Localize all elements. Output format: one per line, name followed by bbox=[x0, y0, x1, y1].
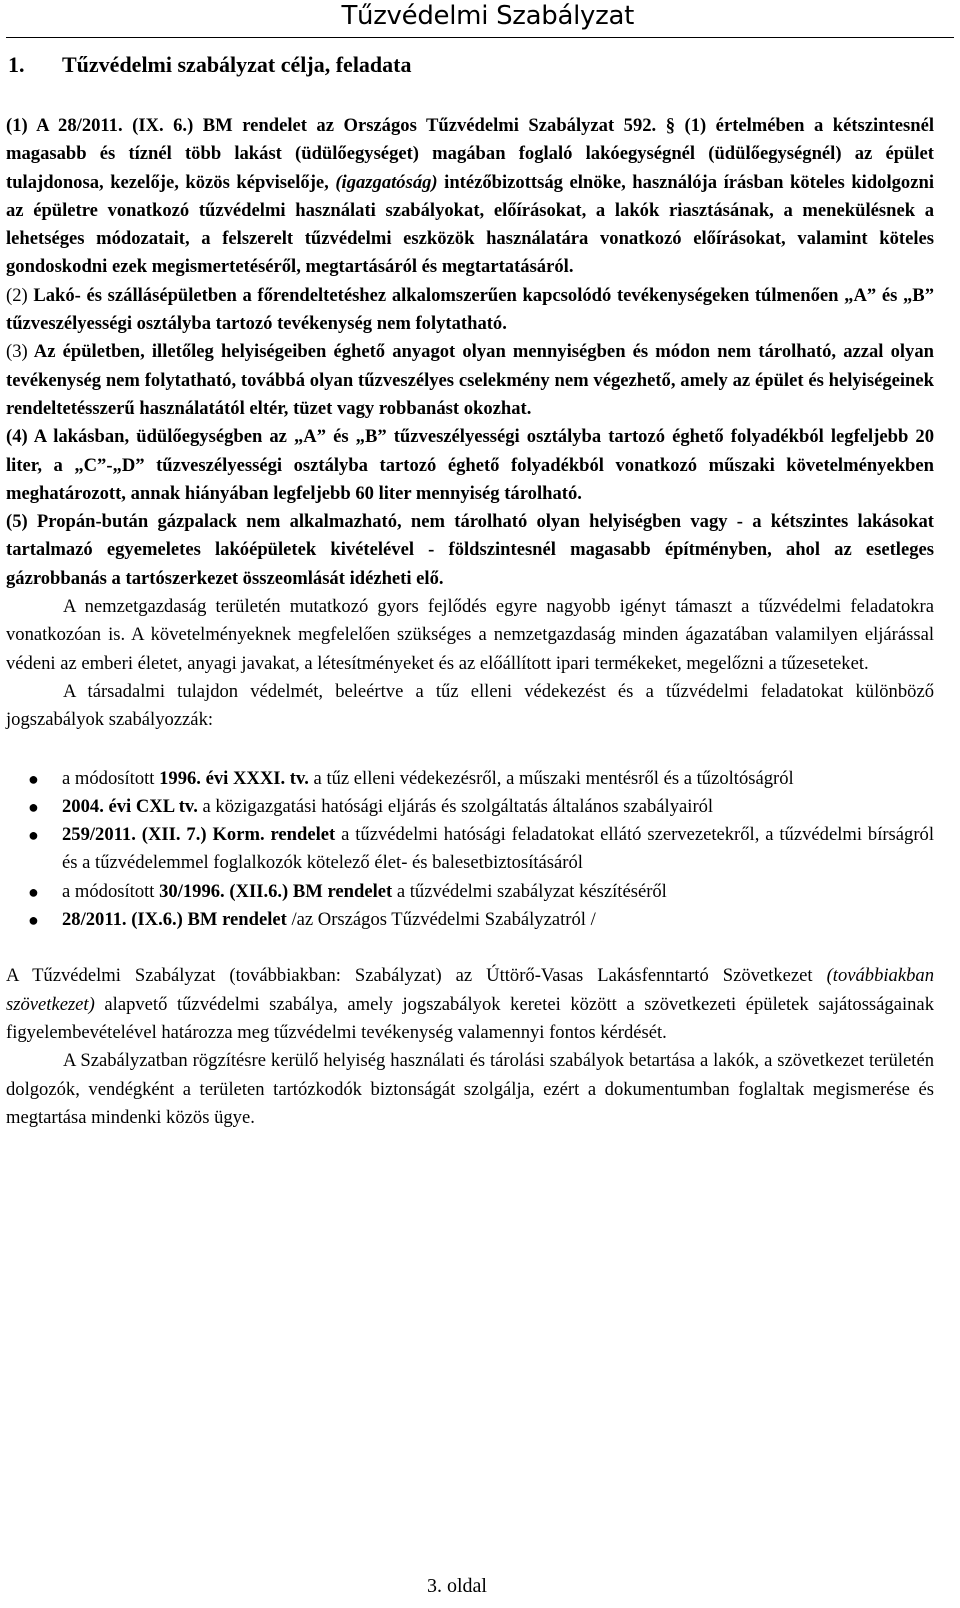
section-number: 1. bbox=[8, 52, 25, 77]
spacer bbox=[6, 934, 934, 962]
law-list bbox=[6, 765, 934, 935]
rule-paragraph-1: (1) A 28/2011. (IX. 6.) BM rendelet az Országos Tűzvédelmi Szabályzat 592. § (1) értelmében a kétszintesnél magasabb és tíznél több lakást (üdülőegységet) magában foglaló lakóegységnél (üdülőegységnél) az épület tulajdonosa, kezelője, közös képviselője, (igazgatóság) intézőbizottság elnöke, használója írásban köteles kidolgozni az épületre vonatkozó tűzvédelmi használati szabályokat, előírásokat, a lakók riasztásának, a menekülésnek a lehetséges módozatait, a felszerelt tűzvédelmi eszközök használatára vonatkozó előírásokat, valamint köteles gondoskodni ezek megismertetéséről, megtartásáról és megtartatásáról. bbox=[6, 115, 934, 278]
bullet-icon: ● bbox=[28, 796, 39, 817]
intro-paragraph-1: A nemzetgazdaság területén mutatkozó gyors fejlődés egyre nagyobb igényt támaszt a tűzvédelmi feladatokra vonatkozóan is. A követelményeknek megfelelően szükséges a nemzetgazdaság minden ágazatában valamilyen eljárással védeni az emberi életet, anyagi javakat, a létesítményeket és az előállított ipari termékeket, megelőzni a tűzeseteket. bbox=[6, 596, 934, 674]
header-title: Tűzvédelmi Szabályzat bbox=[341, 1, 634, 31]
page-number: 3. oldal bbox=[427, 1575, 487, 1597]
list-item: ● 28/2011. (IX.6.) BM rendelet /az Országos Tűzvédelmi Szabályzatról / bbox=[6, 906, 934, 934]
section-heading bbox=[8, 52, 412, 78]
list-item: ● 2004. évi CXL tv. a közigazgatási hatósági eljárás és szolgáltatás általános szabályairól bbox=[6, 793, 934, 821]
list-item: ● a módosított 30/1996. (XII.6.) BM rendelet a tűzvédelmi szabályzat készítéséről bbox=[6, 878, 934, 906]
bullet-icon: ● bbox=[28, 910, 39, 931]
document-body bbox=[6, 112, 934, 1132]
closing-paragraph-1: A Tűzvédelmi Szabályzat (továbbiakban: Szabályzat) az Úttörő-Vasas Lakásfenntartó Szövetkezet (továbbiakban szövetkezet) alapvető tűzvédelmi szabálya, amely jogszabályok keretei között a szövetkezeti épületek sajátosságainak figyelembevételével határozza meg tűzvédelmi tevékenység valamennyi fontos kérdését. bbox=[6, 965, 934, 1043]
rule-paragraph-4: (4) A lakásban, üdülőegységben az „A” és „B” tűzveszélyességi osztályba tartozó éghető folyadékból legfeljebb 20 liter, a „C”-„D” tűzveszélyességi osztályba tartozó éghető folyadékból vonatkozó műszaki követelményekben meghatározott, annak hiányában legfeljebb 60 liter mennyiség tárolható. bbox=[6, 426, 934, 504]
bullet-icon: ● bbox=[28, 825, 39, 846]
section-title: Tűzvédelmi szabályzat célja, feladata bbox=[62, 52, 412, 77]
bullet-icon: ● bbox=[28, 768, 39, 789]
list-item: ● 259/2011. (XII. 7.) Korm. rendelet a tűzvédelmi hatósági feladatokat ellátó szervezetekről, a tűzvédelmi bírságról és a tűzvédelemmel foglalkozók kötelező élet- és balesetbiztosításáról bbox=[6, 821, 934, 878]
rule-paragraph-2: (2) Lakó- és szállásépületben a főrendeltetéshez alkalomszerűen kapcsolódó tevékenységeken túlmenően „A” és „B” tűzveszélyességi osztályba tartozó tevékenység nem folytatható. bbox=[6, 284, 934, 335]
header-divider bbox=[6, 37, 954, 38]
list-item: ● a módosított 1996. évi XXXI. tv. a tűz elleni védekezésről, a műszaki mentésről és a tűzoltóságról bbox=[6, 765, 934, 793]
rule-paragraph-5: (5) Propán-bután gázpalack nem alkalmazható, nem tárolható olyan helyiségben vagy - a kétszintes lakásokat tartalmazó egyemeletes lakóépületek kivételével - földszintesnél magasabb építményben, ahol az esetleges gázrobbanás a tartószerkezet összeomlását idézheti elő. bbox=[6, 511, 934, 589]
rule-paragraph-3: (3) Az épületben, illetőleg helyiségeiben éghető anyagot olyan mennyiségben és módon nem tárolható, azzal olyan tevékenység nem folytatható, továbbá olyan tűzveszélyes cselekmény nem végezhető, amely az épület és helyiségeinek rendeltetésszerű használatától eltér, tüzet vagy robbanást okozhat. bbox=[6, 341, 934, 419]
bullet-icon: ● bbox=[28, 881, 39, 902]
closing-paragraph-2: A Szabályzatban rögzítésre kerülő helyiség használati és tárolási szabályok betartása a lakók, a szövetkezet területén dolgozók, vendégként a területen tartózkodók biztonságát szolgálja, ezért a dokumentumban foglaltak megismerése és megtartása mindenki közös ügye. bbox=[6, 1050, 934, 1128]
intro-paragraph-2: A társadalmi tulajdon védelmét, beleértve a tűz elleni védekezést és a tűzvédelmi feladatokat különböző jogszabályok szabályozzák: bbox=[6, 680, 934, 731]
